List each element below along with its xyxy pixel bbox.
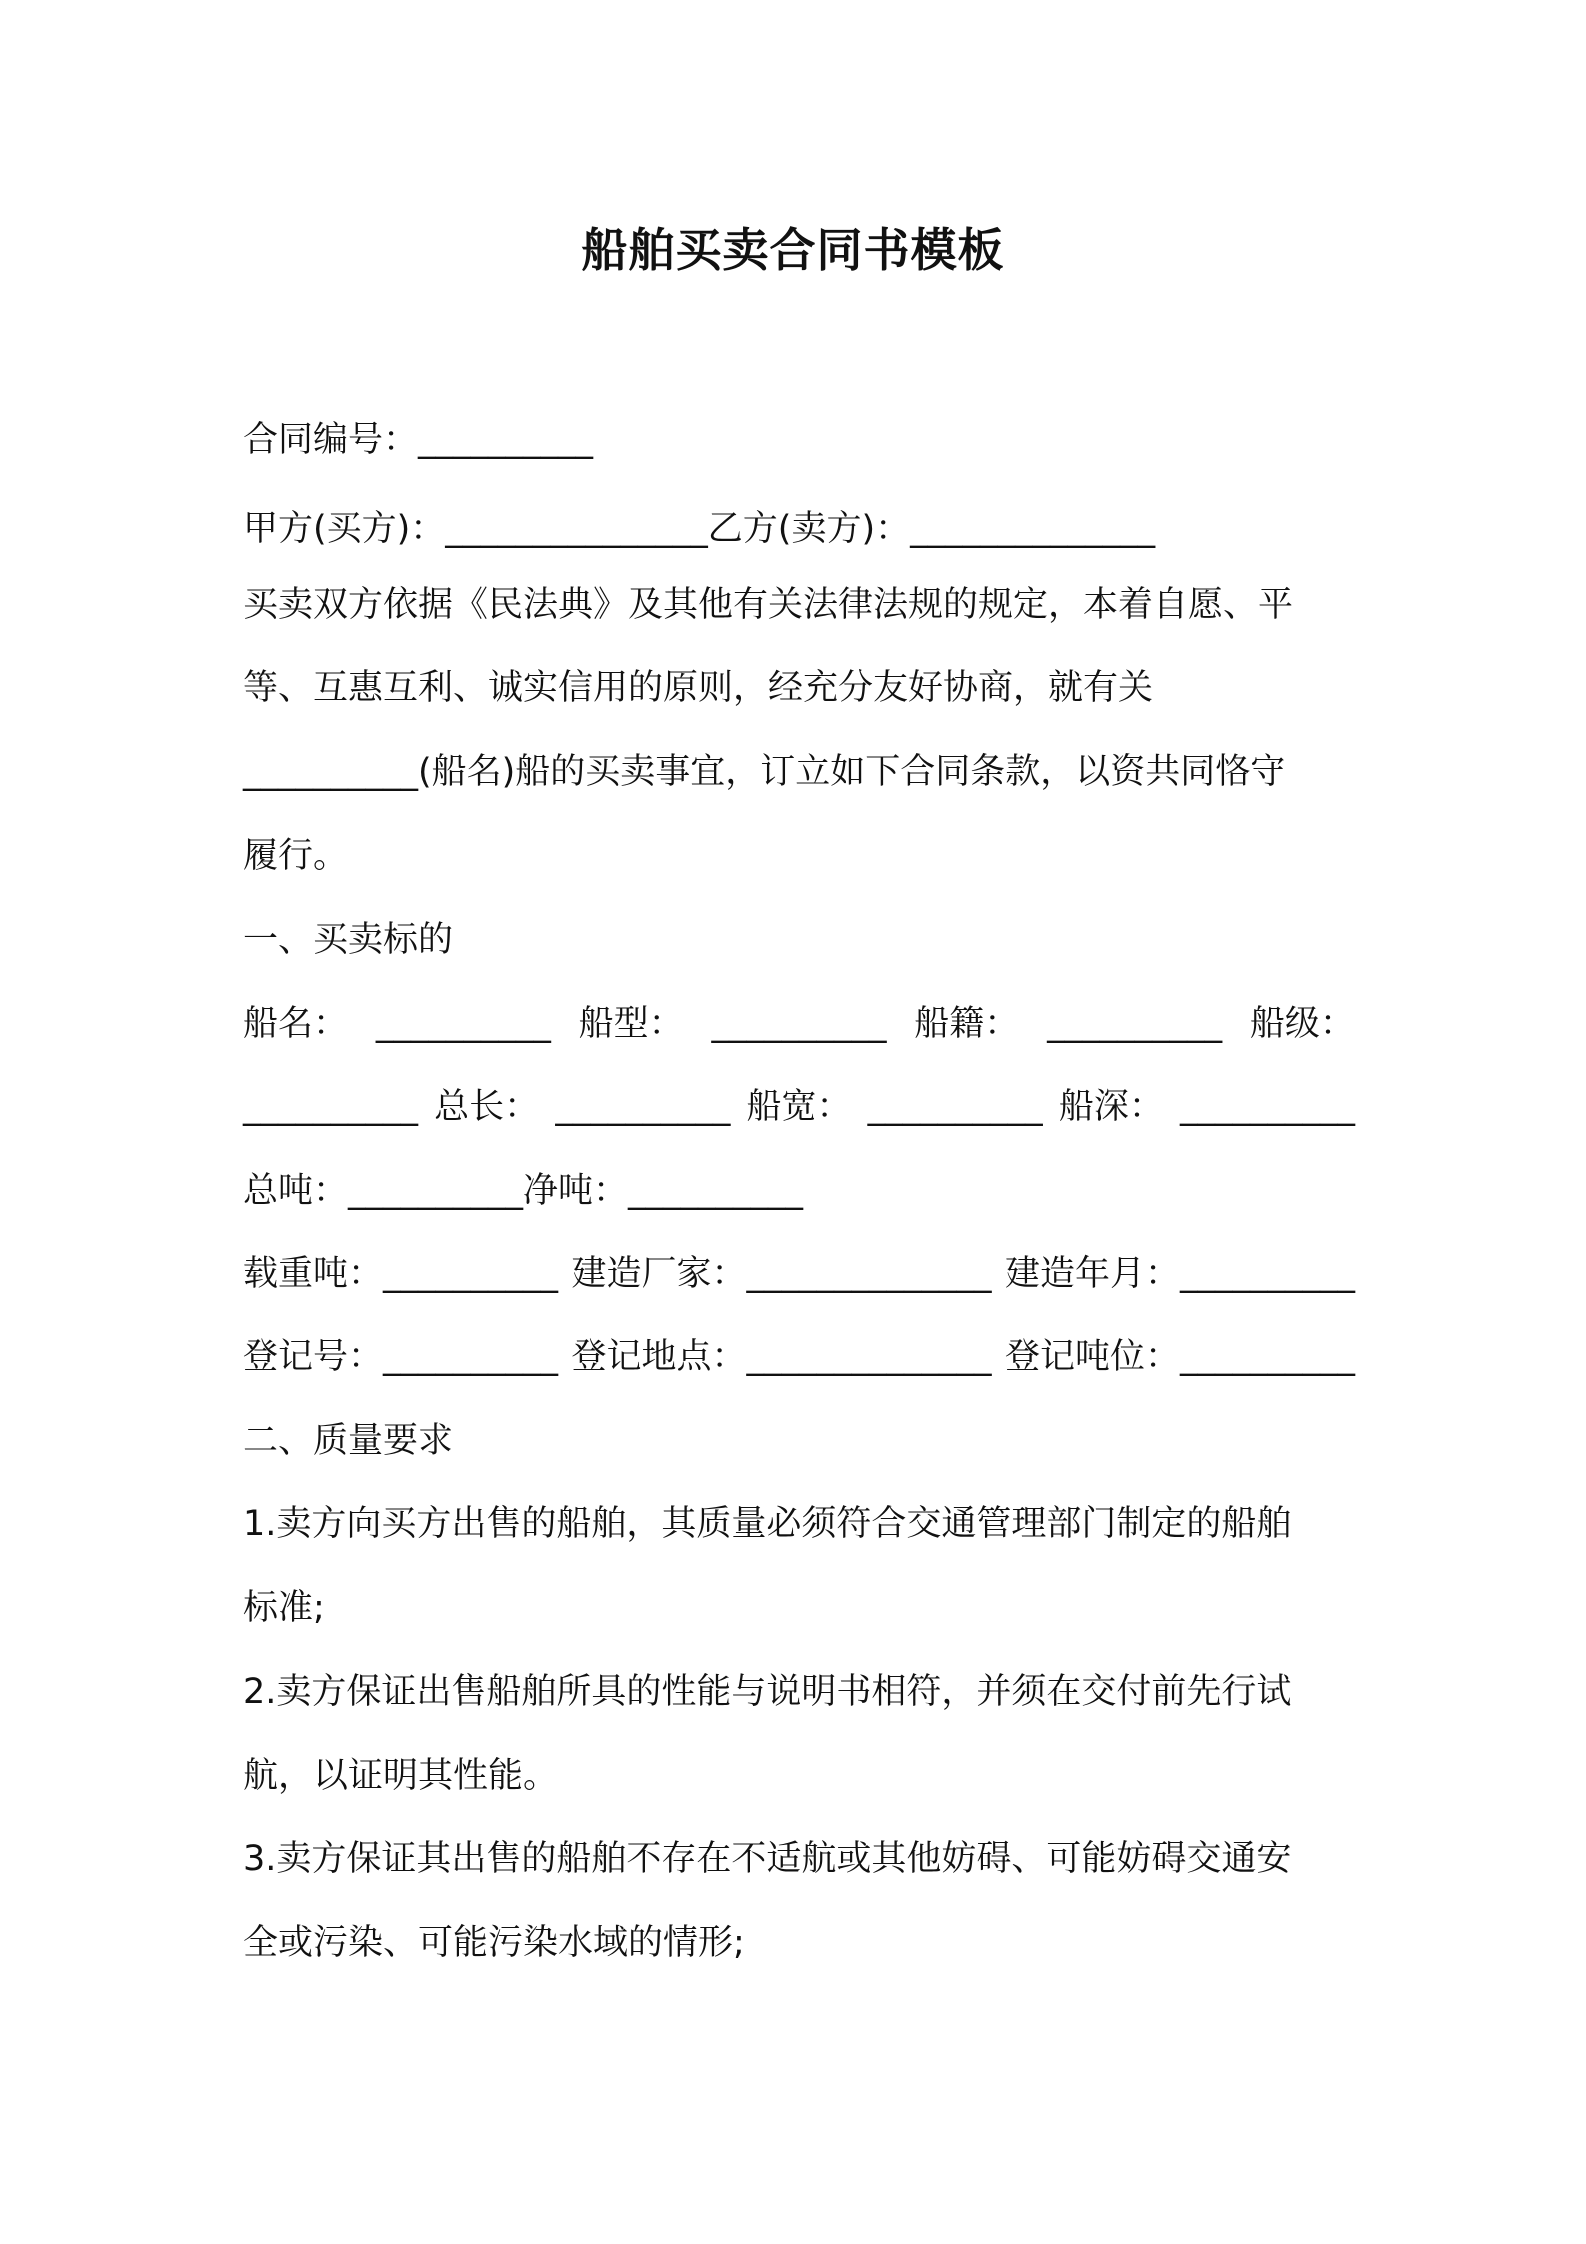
vessel-row-4 bbox=[243, 1250, 1355, 1298]
builder-field: 建造厂家：______________ bbox=[571, 1254, 992, 1294]
parties-line: 甲方(买方)：_______________乙方(卖方)：______________ bbox=[243, 509, 1156, 549]
section-1-heading: 一、买卖标的 bbox=[243, 920, 454, 960]
preamble-line-1: 买卖双方依据《民法典》及其他有关法律法规的规定，本着自愿、平 bbox=[243, 585, 1294, 625]
registration-place-field: 登记地点：______________ bbox=[571, 1337, 992, 1377]
vessel-row-1 bbox=[243, 1000, 1355, 1048]
vessel-row-2 bbox=[243, 1083, 1355, 1131]
field-label: 船级： bbox=[1249, 1004, 1355, 1044]
deadweight-field: 载重吨：__________ bbox=[243, 1254, 559, 1294]
contract-number: 合同编号：__________ bbox=[243, 420, 594, 460]
vessel-row-5 bbox=[243, 1333, 1355, 1381]
quality-item-3: 3.卖方保证其出售的船舶不存在不适航或其他妨碍、可能妨碍交通安 bbox=[243, 1839, 1292, 1879]
registered-tonnage-field: 登记吨位：__________ bbox=[1004, 1337, 1355, 1377]
document-title: 船舶买卖合同书模板 bbox=[581, 223, 1005, 277]
registration-number-field: 登记号：__________ bbox=[243, 1337, 559, 1377]
blank-field: __________ bbox=[555, 1087, 731, 1127]
quality-item-2-cont: 航，以证明其性能。 bbox=[243, 1756, 559, 1796]
field-label: 船型： bbox=[578, 1004, 684, 1044]
field-label: 船名： bbox=[243, 1004, 349, 1044]
blank-field: __________ bbox=[375, 1004, 551, 1044]
preamble-line-2: 等、互惠互利、诚实信用的原则，经充分友好协商，就有关 bbox=[243, 668, 1154, 708]
section-2-heading: 二、质量要求 bbox=[243, 1421, 454, 1461]
build-date-field: 建造年月：__________ bbox=[1004, 1254, 1355, 1294]
preamble-line-3: __________(船名)船的买卖事宜，订立如下合同条款，以资共同恪守 bbox=[243, 752, 1286, 792]
vessel-row-3: 总吨：__________净吨：__________ bbox=[243, 1171, 804, 1211]
blank-field: __________ bbox=[243, 1087, 418, 1127]
field-label: 船深： bbox=[1058, 1087, 1164, 1127]
blank-field: __________ bbox=[711, 1004, 887, 1044]
quality-item-1: 1.卖方向买方出售的船舶，其质量必须符合交通管理部门制定的船舶 bbox=[243, 1504, 1292, 1544]
preamble-line-4: 履行。 bbox=[243, 836, 349, 876]
blank-field: __________ bbox=[867, 1087, 1043, 1127]
field-label: 船宽： bbox=[746, 1087, 852, 1127]
quality-item-1-cont: 标准; bbox=[243, 1588, 325, 1628]
blank-field: __________ bbox=[1047, 1004, 1223, 1044]
quality-item-2: 2.卖方保证出售船舶所具的性能与说明书相符，并须在交付前先行试 bbox=[243, 1672, 1292, 1712]
quality-item-3-cont: 全或污染、可能污染水域的情形; bbox=[243, 1923, 745, 1963]
field-label: 船籍： bbox=[914, 1004, 1020, 1044]
field-label: 总长： bbox=[434, 1087, 540, 1127]
blank-field: __________ bbox=[1179, 1087, 1355, 1127]
